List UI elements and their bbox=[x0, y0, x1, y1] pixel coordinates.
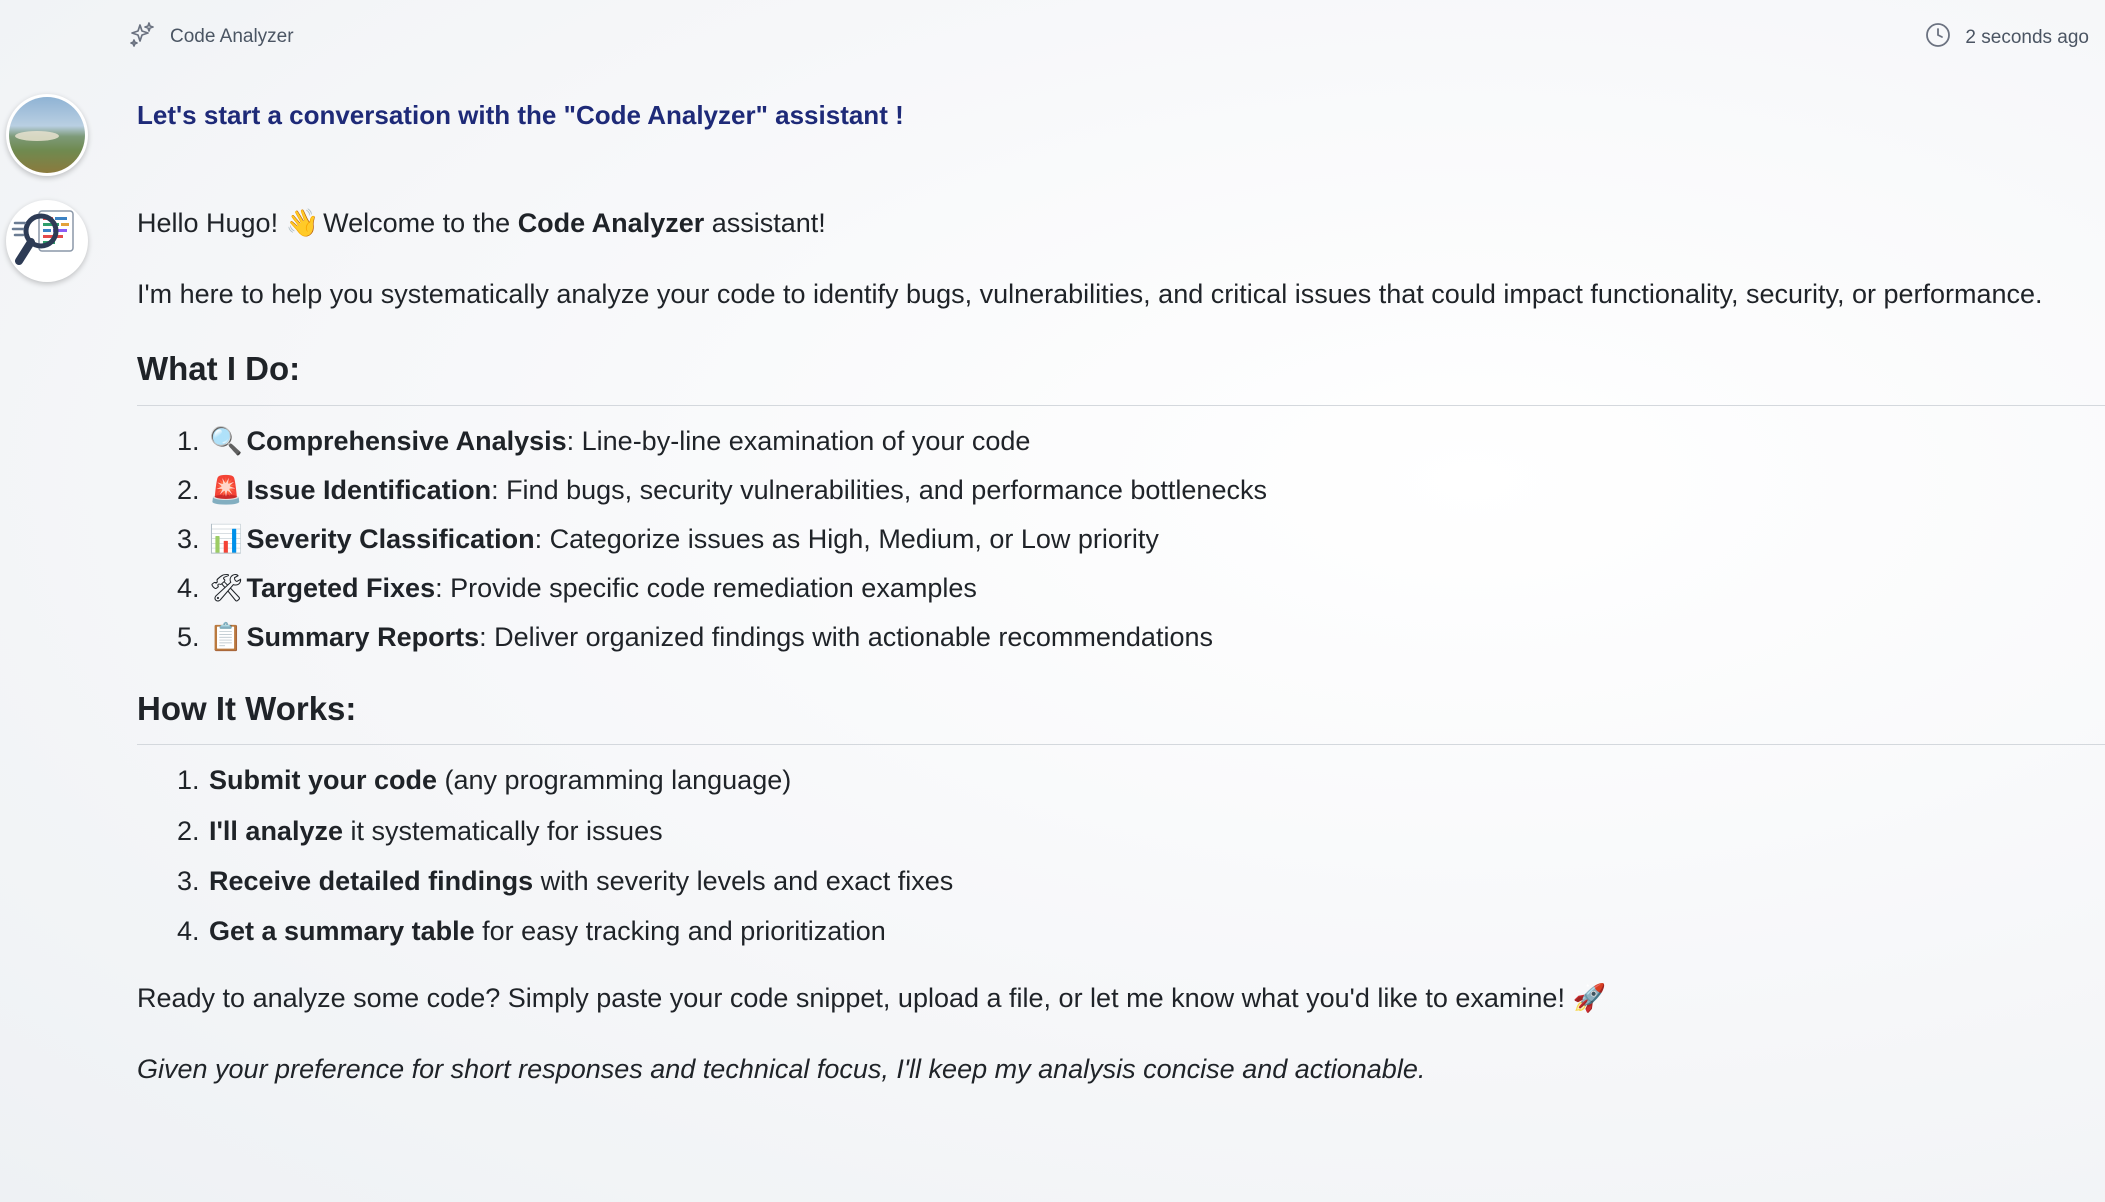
item-text: with severity levels and exact fixes bbox=[533, 865, 954, 896]
item-title: Comprehensive Analysis bbox=[246, 426, 567, 457]
how-it-works-heading: How It Works: bbox=[137, 688, 2105, 746]
bar-chart-icon: 📊 bbox=[209, 524, 243, 556]
preference-note: Given your preference for short responses and technical focus, I'll keep my analysis concise and actionable. bbox=[137, 1053, 1426, 1084]
list-item bbox=[207, 914, 2105, 949]
item-text: for easy tracking and prioritization bbox=[474, 915, 886, 946]
list-item bbox=[207, 571, 2105, 606]
item-title: Receive detailed findings bbox=[209, 865, 534, 896]
intro-paragraph: I'm here to help you systematically analyze your code to identify bugs, vulnerabilities, and critical issues that could impact functionality, security, or performance. bbox=[137, 279, 2043, 310]
list-item bbox=[207, 522, 2105, 557]
list-item bbox=[207, 424, 2105, 459]
waving-hand-icon: 👋 bbox=[285, 208, 320, 239]
item-title: Targeted Fixes bbox=[246, 573, 436, 604]
siren-icon: 🚨 bbox=[209, 475, 243, 507]
item-title: Issue Identification bbox=[246, 475, 492, 506]
greeting-suffix: assistant! bbox=[704, 208, 826, 238]
item-title: Get a summary table bbox=[209, 915, 475, 946]
tools-icon: 🛠 bbox=[209, 573, 244, 605]
user-avatar bbox=[6, 94, 88, 176]
cta-text: Ready to analyze some code? Simply paste your code snippet, upload a file, or let me know what you'd like to examine! bbox=[137, 982, 1573, 1013]
assistant-message bbox=[137, 206, 2105, 1123]
item-text: : Deliver organized findings with actionable recommendations bbox=[479, 622, 1213, 653]
user-photo bbox=[9, 97, 85, 173]
what-i-do-list bbox=[137, 424, 2105, 655]
item-title: I'll analyze bbox=[209, 815, 343, 846]
greeting-mid: Welcome to the bbox=[315, 208, 518, 238]
clipboard-icon: 📋 bbox=[209, 622, 243, 654]
list-item bbox=[207, 814, 2105, 849]
how-it-works-list bbox=[137, 763, 2105, 948]
magnifying-glass-icon: 🔍 bbox=[209, 426, 243, 458]
greeting-assistant-name: Code Analyzer bbox=[517, 208, 705, 238]
assistant-avatar bbox=[6, 200, 88, 282]
clock-icon bbox=[1925, 22, 1951, 54]
chat-header bbox=[0, 0, 2105, 76]
greeting-prefix: Hello Hugo! bbox=[137, 208, 286, 238]
list-item bbox=[207, 763, 2105, 798]
list-item bbox=[207, 620, 2105, 655]
what-i-do-heading: What I Do: bbox=[137, 348, 2105, 406]
sparkle-icon bbox=[128, 20, 156, 54]
timestamp-text: 2 seconds ago bbox=[1965, 27, 2089, 48]
item-text: : Find bugs, security vulnerabilities, and performance bottlenecks bbox=[491, 475, 1267, 506]
assistant-chip[interactable] bbox=[128, 20, 294, 54]
list-item bbox=[207, 864, 2105, 899]
list-item bbox=[207, 473, 2105, 508]
greeting bbox=[137, 206, 2105, 241]
call-to-action bbox=[137, 981, 2105, 1016]
item-text: : Line-by-line examination of your code bbox=[566, 426, 1031, 457]
assistant-name: Code Analyzer bbox=[170, 26, 294, 47]
item-text: (any programming language) bbox=[437, 765, 792, 796]
conversation-starter-title: Let's start a conversation with the "Code Analyzer" assistant ! bbox=[137, 100, 904, 130]
rocket-icon: 🚀 bbox=[1572, 982, 1607, 1014]
item-text: : Categorize issues as High, Medium, or Low priority bbox=[534, 524, 1159, 555]
magnifier-code-icon bbox=[9, 201, 85, 282]
item-title: Severity Classification bbox=[246, 524, 535, 555]
item-title: Submit your code bbox=[209, 765, 438, 796]
item-text: : Provide specific code remediation examples bbox=[435, 573, 977, 604]
message-timestamp bbox=[1925, 22, 2089, 54]
item-text: it systematically for issues bbox=[343, 815, 663, 846]
item-title: Summary Reports bbox=[246, 622, 480, 653]
